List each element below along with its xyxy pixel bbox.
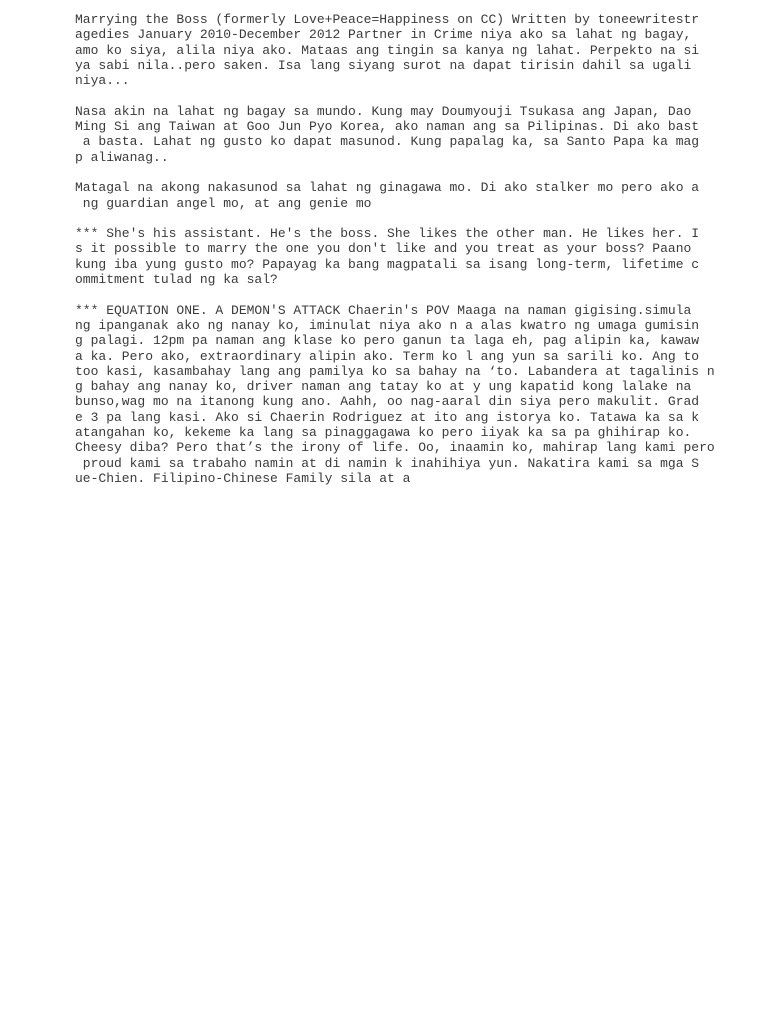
text-line: ommitment tulad ng ka sal?: [75, 272, 278, 288]
text-line: kung iba yung gusto mo? Papayag ka bang magpatali sa isang long-term, lifetime c: [75, 256, 700, 272]
text-line: p aliwanag..: [75, 149, 169, 165]
text-line: Nasa akin na lahat ng bagay sa mundo. Kung may Doumyouji Tsukasa ang Japan, Dao: [75, 103, 692, 119]
text-line: a basta. Lahat ng gusto ko dapat masunod. Kung papalag ka, sa Santo Papa ka mag: [75, 134, 700, 150]
paragraph-guardian-angel: [75, 180, 700, 211]
text-line: atangahan ko, kekeme ka lang sa pinaggagawa ko pero iiyak ka sa pa ghihirap ko.: [75, 425, 692, 441]
text-line: ng ipanganak ako ng nanay ko, iminulat niya ako n a alas kwatro ng umaga gumisin: [75, 317, 700, 333]
paragraph-synopsis: [75, 12, 700, 89]
text-line: e 3 pa lang kasi. Ako si Chaerin Rodriguez at ito ang istorya ko. Tatawa ka sa k: [75, 409, 700, 425]
text-line: ng guardian angel mo, at ang genie mo: [75, 195, 372, 211]
text-line: niya...: [75, 73, 130, 89]
text-line: a ka. Pero ako, extraordinary alipin ako. Term ko l ang yun sa sarili ko. Ang to: [75, 348, 700, 364]
text-line: Ming Si ang Taiwan at Goo Jun Pyo Korea, ako naman ang sa Pilipinas. Di ako bast: [75, 119, 700, 135]
text-line: *** She's his assistant. He's the boss. She likes the other man. He likes her. I: [75, 226, 700, 242]
text-line: ue-Chien. Filipino-Chinese Family sila at a: [75, 470, 411, 486]
text-line: g bahay ang nanay ko, driver naman ang tatay ko at y ung kapatid kong lalake na: [75, 379, 692, 395]
paragraph-blurb: [75, 226, 700, 288]
text-line: agedies January 2010-December 2012 Partner in Crime niya ako sa lahat ng bagay,: [75, 27, 692, 43]
text-line: amo ko siya, alila niya ako. Mataas ang tingin sa kanya ng lahat. Perpekto na si: [75, 42, 700, 58]
text-line: *** EQUATION ONE. A DEMON'S ATTACK Chaerin's POV Maaga na naman gigising.simula: [75, 302, 692, 318]
text-line: Matagal na akong nakasunod sa lahat ng ginagawa mo. Di ako stalker mo pero ako a: [75, 180, 700, 196]
text-line: Cheesy diba? Pero that’s the irony of life. Oo, inaamin ko, mahirap lang kami pero: [75, 440, 715, 456]
text-line: proud kami sa trabaho namin at di namin k inahihiya yun. Nakatira kami sa mga S: [75, 455, 700, 471]
paragraph-boss-intro: [75, 103, 700, 165]
document-page: [75, 12, 715, 502]
paragraph-chapter-one: [75, 302, 715, 487]
text-line: s it possible to marry the one you don't like and you treat as your boss? Paano: [75, 241, 692, 257]
text-line: g palagi. 12pm pa naman ang klase ko pero ganun ta laga eh, pag alipin ka, kawaw: [75, 333, 700, 349]
text-line: Marrying the Boss (formerly Love+Peace=Happiness on CC) Written by toneewritestr: [75, 12, 700, 27]
text-line: too kasi, kasambahay lang ang pamilya ko sa bahay na ‘to. Labandera at tagalinis n: [75, 363, 715, 379]
text-line: bunso,wag mo na itanong kung ano. Aahh, oo nag-aaral din siya pero makulit. Grad: [75, 394, 700, 410]
text-line: ya sabi nila..pero saken. Isa lang siyang surot na dapat tirisin dahil sa ugali: [75, 57, 692, 73]
